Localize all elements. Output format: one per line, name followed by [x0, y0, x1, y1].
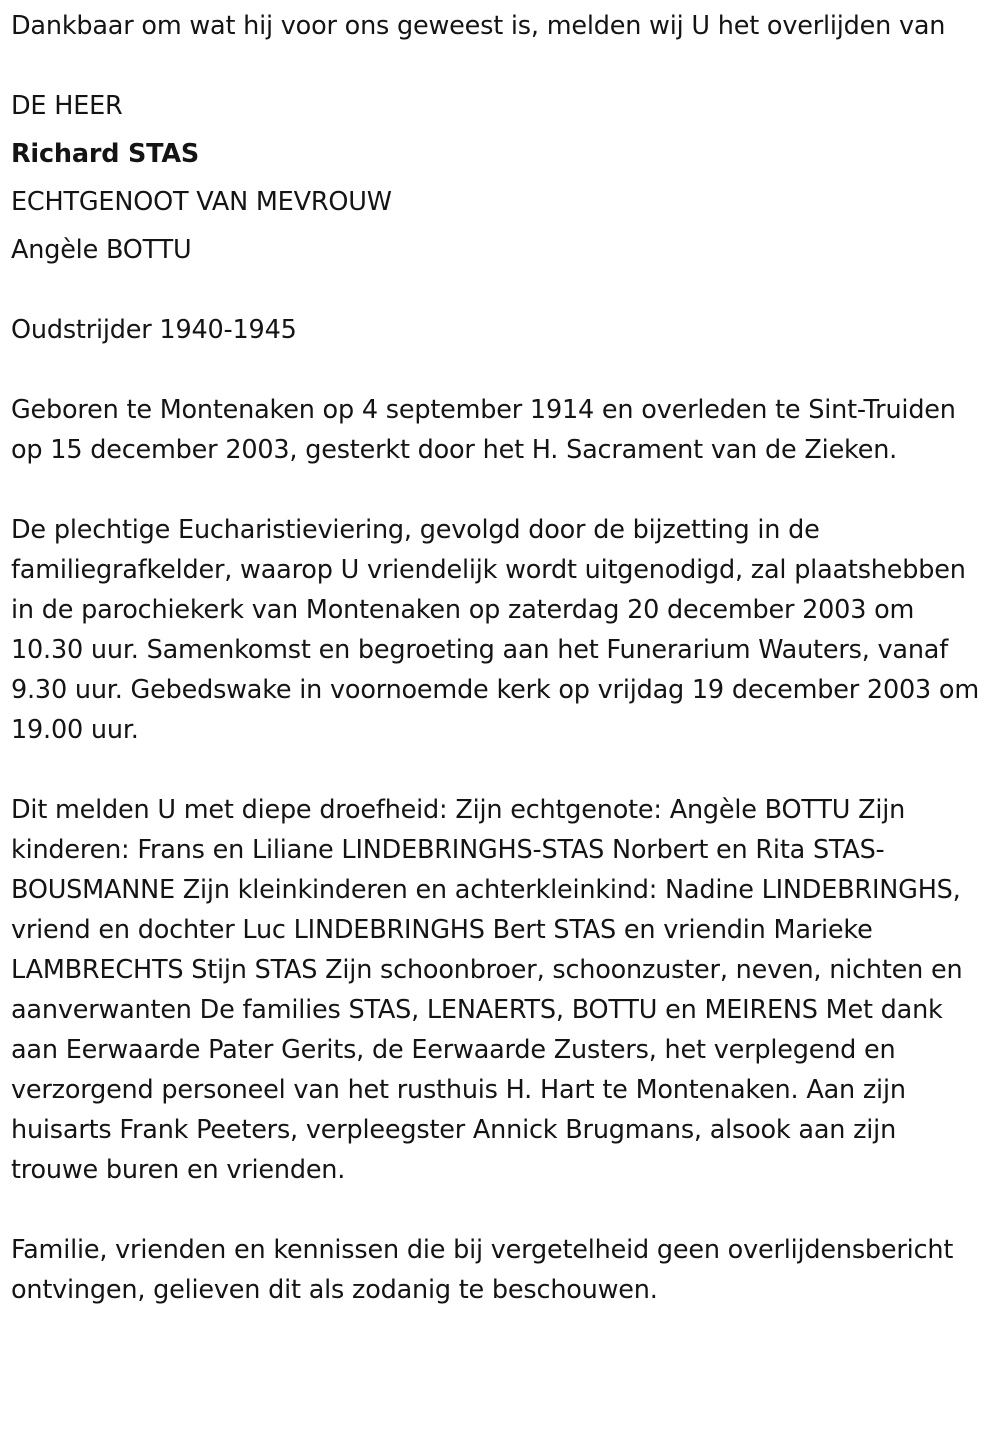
- spacer: [11, 1190, 986, 1230]
- ceremony-paragraph: De plechtige Eucharistieviering, gevolgd door de bijzetting in de familiegrafkelder, waarop U vriendelijk wordt uitgenodigd, zal plaatshebben in de parochiekerk van Montenaken op zaterdag 20 december 2003 om 10.30 uur. Samenkomst en begroeting aan het Funerarium Wauters, vanaf 9.30 uur. Gebedswake in voornoemde kerk op vrijdag 19 december 2003 om 19.00 uur.: [11, 515, 979, 745]
- spacer: [11, 46, 986, 86]
- veteran-line: Oudstrijder 1940-1945: [11, 315, 297, 345]
- intro-paragraph: Dankbaar om wat hij voor ons geweest is, melden wij U het overlijden van: [11, 11, 946, 41]
- birth-death-paragraph: Geboren te Montenaken op 4 september 1914 en overleden te Sint-Truiden op 15 december 2003, gesterkt door het H. Sacrament van de Zieken.: [11, 395, 956, 465]
- spacer: [11, 270, 986, 310]
- relation-line: ECHTGENOOT VAN MEVROUW: [11, 187, 392, 217]
- spouse-name: Angèle BOTTU: [11, 235, 192, 265]
- deceased-name: Richard STAS: [11, 139, 200, 169]
- spacer: [11, 470, 986, 510]
- spacer: [11, 750, 986, 790]
- spacer: [11, 350, 986, 390]
- family-paragraph: Dit melden U met diepe droefheid: Zijn echtgenote: Angèle BOTTU Zijn kinderen: Frans en Liliane LINDEBRINGHS-STAS Norbert en Rita STAS-BOUSMANNE Zijn kleinkinderen en achterkleinkind: Nadine LINDEBRINGHS, vriend en dochter Luc LINDEBRINGHS Bert STAS en vriendin Marieke LAMBRECHTS Stijn STAS Zijn schoonbroer, schoonzuster, neven, nichten en aanverwanten De families STAS, LENAERTS, BOTTU en MEIRENS Met dank aan Eerwaarde Pater Gerits, de Eerwaarde Zusters, het verplegend en verzorgend personeel van het rusthuis H. Hart te Montenaken. Aan zijn huisarts Frank Peeters, verpleegster Annick Brugmans, alsook aan zijn trouwe buren en vrienden.: [11, 795, 963, 1185]
- title-line: DE HEER: [11, 91, 123, 121]
- closing-paragraph: Familie, vrienden en kennissen die bij vergetelheid geen overlijdensbericht ontvingen, gelieven dit als zodanig te beschouwen.: [11, 1235, 954, 1305]
